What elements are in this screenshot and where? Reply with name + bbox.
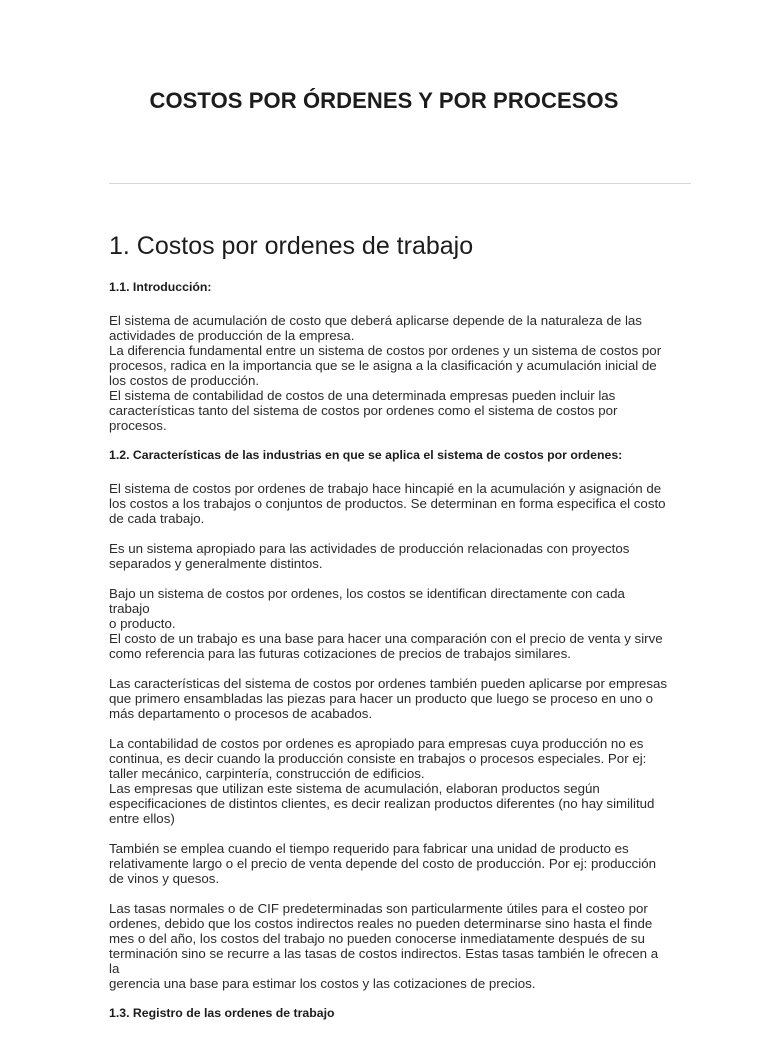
text-line: como referencia para las futuras cotizaciones de precios de trabajos similares. [109, 646, 571, 661]
text-line: El sistema de acumulación de costo que deberá aplicarse depende de la naturaleza de las [109, 313, 642, 328]
text-line: La contabilidad de costos por ordenes es apropiado para empresas cuya producción no es [109, 736, 644, 751]
text-line: especificaciones de distintos clientes, es decir realizan productos diferentes (no hay similitud [109, 796, 655, 811]
text-line: Las empresas que utilizan este sistema de acumulación, elaboran productos según [109, 781, 600, 796]
section-heading: 1. Costos por ordenes de trabajo [109, 232, 474, 260]
text-line: mes o del año, los costos del trabajo no pueden conocerse inmediatamente después de su [109, 931, 645, 946]
text-line: El costo de un trabajo es una base para hacer una comparación con el precio de venta y sirve [109, 631, 663, 646]
subsection-heading-intro: 1.1. Introducción: [109, 280, 212, 294]
text-line: procesos. [109, 418, 167, 433]
text-line: o producto. [109, 616, 176, 631]
text-line: más departamento o procesos de acabados. [109, 706, 373, 721]
paragraph [109, 841, 669, 886]
text-line: ordenes, debido que los costos indirectos reales no pueden determinarse sino hasta el finde [109, 916, 653, 931]
paragraph [109, 901, 669, 991]
text-line: La diferencia fundamental entre un sistema de costos por ordenes y un sistema de costos por [109, 343, 662, 358]
text-line: relativamente largo o el precio de venta depende del costo de producción. Por ej: producción [109, 856, 656, 871]
text-line: Bajo un sistema de costos por ordenes, los costos se identifican directamente con cada trabajo [109, 586, 625, 616]
text-line: Las tasas normales o de CIF predeterminadas son particularmente útiles para el costeo por [109, 901, 648, 916]
text-line: procesos, radica en la importancia que se le asigna a la clasificación y acumulación inicial de [109, 358, 657, 373]
text-line: El sistema de contabilidad de costos de una determinada empresas pueden incluir las [109, 388, 616, 403]
text-line: Las características del sistema de costos por ordenes también pueden aplicarse por empresas [109, 676, 668, 691]
text-line: gerencia una base para estimar los costos y las cotizaciones de precios. [109, 976, 536, 991]
text-line: Es un sistema apropiado para las actividades de producción relacionadas con proyectos [109, 541, 630, 556]
text-line: separados y generalmente distintos. [109, 556, 323, 571]
text-line: El sistema de costos por ordenes de trabajo hace hincapié en la acumulación y asignación de [109, 481, 662, 496]
text-line: entre ellos) [109, 811, 175, 826]
text-line: continua, es decir cuando la producción consiste en trabajos o procesos especiales. Por ej: [109, 751, 647, 766]
paragraph-intro [109, 313, 669, 433]
text-line: taller mecánico, carpintería, construcción de edificios. [109, 766, 425, 781]
paragraph [109, 541, 669, 571]
text-line: terminación sino se recurre a las tasas de costos indirectos. Estas tasas también le ofrecen a la [109, 946, 659, 976]
subsection-heading-registry: 1.3. Registro de las ordenes de trabajo [109, 1006, 335, 1020]
paragraph [109, 586, 669, 661]
text-line: que primero ensambladas las piezas para hacer un producto que luego se proceso en uno o [109, 691, 654, 706]
paragraph [109, 736, 669, 826]
text-line: actividades de producción de la empresa. [109, 328, 355, 343]
text-line: de vinos y quesos. [109, 871, 220, 886]
document-body [109, 230, 669, 1039]
text-line: También se emplea cuando el tiempo requerido para fabricar una unidad de producto es [109, 841, 629, 856]
text-line: de cada trabajo. [109, 511, 205, 526]
subsection-heading-characteristics: 1.2. Características de las industrias en que se aplica el sistema de costos por ordenes: [109, 448, 623, 462]
text-line: los costos a los trabajos o conjuntos de productos. Se determinan en forma especifica el costo [109, 496, 666, 511]
text-line: características tanto del sistema de costos por ordenes como el sistema de costos por [109, 403, 618, 418]
paragraph [109, 481, 669, 526]
text-line: los costos de producción. [109, 373, 260, 388]
paragraph [109, 676, 669, 721]
document-title: COSTOS POR ÓRDENES Y POR PROCESOS [149, 88, 619, 113]
title-divider [109, 183, 691, 184]
